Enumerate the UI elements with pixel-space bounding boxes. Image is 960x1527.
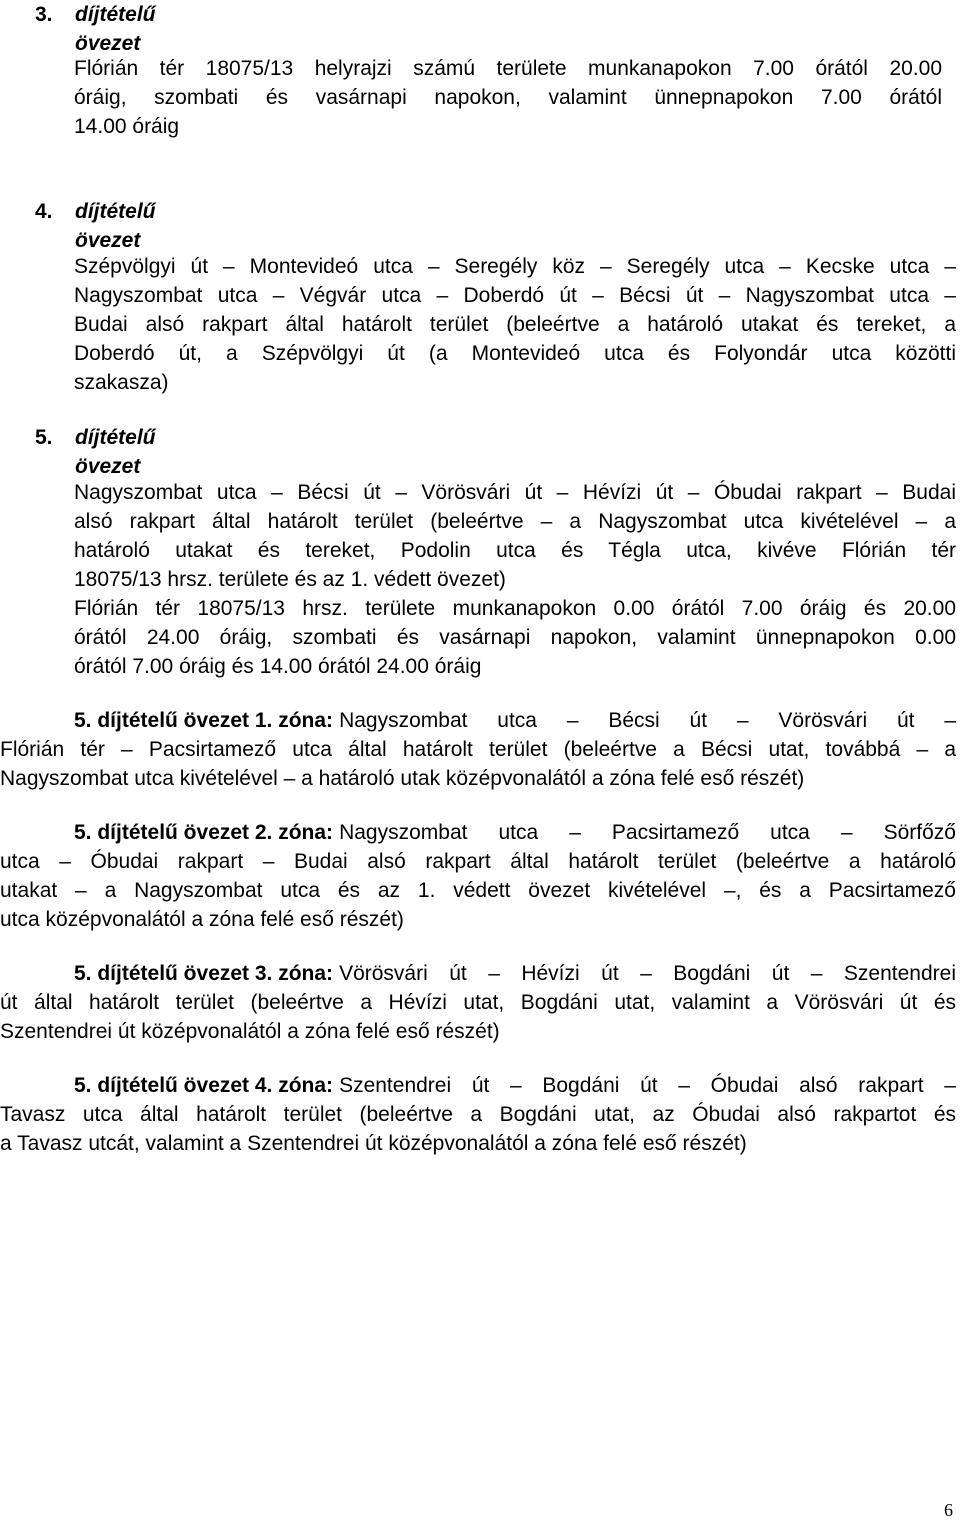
zone-4-first-line [74, 1071, 956, 1100]
section-5-line: alsó rakpart által határolt terület (beleértve – a Nagyszombat utca kivételével – a [74, 510, 956, 533]
zone-3-first-line [74, 959, 956, 988]
section-5-line: Nagyszombat utca – Bécsi út – Vörösvári út – Hévízi út – Óbudai rakpart – Budai [74, 481, 956, 504]
section-5-line: órától 7.00 óráig és 14.00 órától 24.00 óráig [74, 655, 482, 678]
section-3-heading [35, 0, 156, 55]
zone-2-line: utakat – a Nagyszombat utca és az 1. védett övezet kivételével –, és a Pacsirtamező [0, 879, 956, 902]
zone-4-line: Tavasz utca által határolt terület (beleértve a Bogdáni utat, az Óbudai alsó rakpartot és [0, 1103, 956, 1126]
zone-2-line: utca – Óbudai rakpart – Budai alsó rakpart által határolt terület (beleértve a határoló [0, 850, 956, 873]
section-3-line: 14.00 óráig [74, 115, 180, 138]
section-4-number: 4. [35, 200, 53, 223]
zone-2-line: utca középvonalától a zóna felé eső részét) [0, 908, 404, 931]
section-5-heading [35, 423, 156, 478]
zone-1-line: Flórián tér – Pacsirtamező utca által határolt terület (beleértve a Bécsi utat, továbbá – a [0, 738, 956, 761]
zone-2-first-text: Nagyszombat utca – Pacsirtamező utca – Sörfőző [339, 821, 956, 844]
zone-3-line: Szentendrei út középvonalától a zóna felé eső részét) [0, 1020, 500, 1043]
section-5-line: határoló utakat és tereket, Podolin utca és Tégla utca, kivéve Flórián tér [74, 539, 956, 562]
zone-2-label: 5. díjtételű övezet 2. zóna: [74, 821, 334, 844]
zone-1-first-text: Nagyszombat utca – Bécsi út – Vörösvári út – [339, 709, 956, 732]
section-5-line: órától 24.00 óráig, szombati és vasárnapi napokon, valamint ünnepnapokon 0.00 [74, 626, 956, 649]
page-number: 6 [944, 1500, 953, 1520]
section-4-line: Budai alsó rakpart által határolt terület (beleértve a határoló utakat és tereket, a [74, 313, 956, 336]
zone-2-first-line [74, 818, 956, 847]
section-3-number: 3. [35, 3, 53, 26]
section-5-line: Flórián tér 18075/13 hrsz. területe munkanapokon 0.00 órától 7.00 óráig és 20.00 [74, 597, 956, 620]
zone-4-line: a Tavasz utcát, valamint a Szentendrei út középvonalától a zóna felé eső részét) [0, 1132, 747, 1155]
zone-1-first-line [74, 706, 956, 735]
section-5-line: 18075/13 hrsz. területe és az 1. védett övezet) [74, 568, 506, 591]
section-4-line: Doberdó út, a Szépvölgyi út (a Montevideó utca és Folyondár utca közötti [74, 342, 956, 365]
section-3-title: díjtételű övezet [75, 3, 156, 55]
zone-4-label: 5. díjtételű övezet 4. zóna: [74, 1074, 334, 1097]
zone-4-first-text: Szentendrei út – Bogdáni út – Óbudai alsó rakpart – [339, 1074, 956, 1097]
zone-1-line: Nagyszombat utca kivételével – a határoló utak középvonalától a zóna felé eső részét) [0, 767, 805, 790]
zone-3-label: 5. díjtételű övezet 3. zóna: [74, 962, 334, 985]
section-4-line: Nagyszombat utca – Végvár utca – Doberdó út – Bécsi út – Nagyszombat utca – [74, 284, 956, 307]
section-4-line: Szépvölgyi út – Montevideó utca – Seregély köz – Seregély utca – Kecske utca – [74, 255, 956, 278]
section-3-line: óráig, szombati és vasárnapi napokon, valamint ünnepnapokon 7.00 órától [74, 86, 942, 109]
section-4-heading [35, 197, 156, 252]
section-3-line: Flórián tér 18075/13 helyrajzi számú területe munkanapokon 7.00 órától 20.00 [74, 57, 942, 80]
section-4-line: szakasza) [74, 371, 169, 394]
section-5-title: díjtételű övezet [75, 426, 156, 478]
section-5-number: 5. [35, 426, 53, 449]
section-4-title: díjtételű övezet [75, 200, 156, 252]
zone-3-first-text: Vörösvári út – Hévízi út – Bogdáni út – Szentendrei [339, 962, 956, 985]
zone-1-label: 5. díjtételű övezet 1. zóna: [74, 709, 334, 732]
zone-3-line: út által határolt terület (beleértve a Hévízi utat, Bogdáni utat, valamint a Vörösvári út és [0, 991, 956, 1014]
